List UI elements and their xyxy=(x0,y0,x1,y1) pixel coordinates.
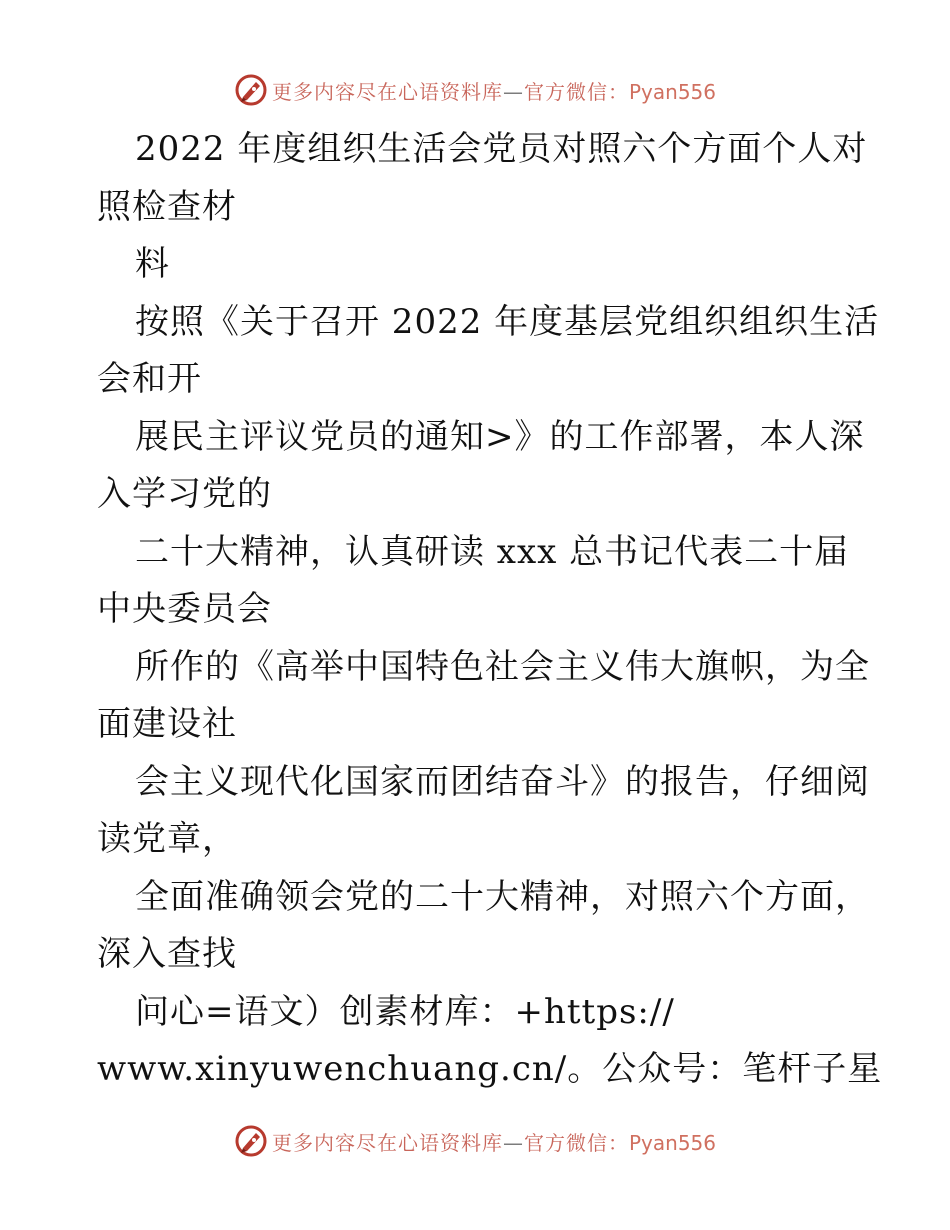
document-body xyxy=(97,121,883,1099)
banner-account: Pyan556 xyxy=(628,79,716,104)
pen-logo-icon xyxy=(234,73,268,107)
pen-logo-icon xyxy=(234,1124,268,1158)
banner-label: 官方微信： xyxy=(523,1130,629,1155)
text-line: 全面准确领会党的二十大精神，对照六个方面， xyxy=(135,876,870,917)
banner-slogan: 更多内容尽在心语资料库 xyxy=(271,79,503,104)
text-line: 二十大精神，认真研读 xxx 总书记代表二十届 xyxy=(135,531,850,572)
banner-dash: — xyxy=(502,1130,524,1155)
text-line: 按照《关于召开 2022 年度基层党组织组织生活 xyxy=(135,301,880,342)
text-line: 读党章， xyxy=(97,819,237,859)
text-line: 2022 年度组织生活会党员对照六个方面个人对 xyxy=(135,129,868,169)
text-line: 料 xyxy=(135,244,170,284)
text-line: www.xinyuwenchuang.cn/。公众号：笔杆子星 xyxy=(97,1049,883,1089)
banner-slogan: 更多内容尽在心语资料库 xyxy=(271,1130,503,1155)
banner-text xyxy=(272,1127,716,1156)
header-watermark-banner xyxy=(0,70,950,110)
text-line: 会和开 xyxy=(97,359,202,399)
banner-account: Pyan556 xyxy=(628,1130,716,1155)
text-line: 会主义现代化国家而团结奋斗》的报告，仔细阅 xyxy=(135,761,870,802)
text-line: 入学习党的 xyxy=(97,474,272,514)
text-line: 中央委员会 xyxy=(97,589,272,629)
text-line: 照检查材 xyxy=(97,186,237,227)
text-line: 面建设社 xyxy=(97,704,237,744)
text-line: 深入查找 xyxy=(97,934,237,974)
banner-dash: — xyxy=(502,79,524,104)
text-line: 问心=语文）创素材库：+https:// xyxy=(135,991,675,1032)
text-line: 所作的《高举中国特色社会主义伟大旗帜，为全 xyxy=(135,646,870,687)
text-line: 展民主评议党员的通知>》的工作部署，本人深 xyxy=(135,416,865,457)
banner-text xyxy=(272,76,716,105)
banner-label: 官方微信： xyxy=(523,79,629,104)
footer-watermark-banner xyxy=(0,1121,950,1161)
